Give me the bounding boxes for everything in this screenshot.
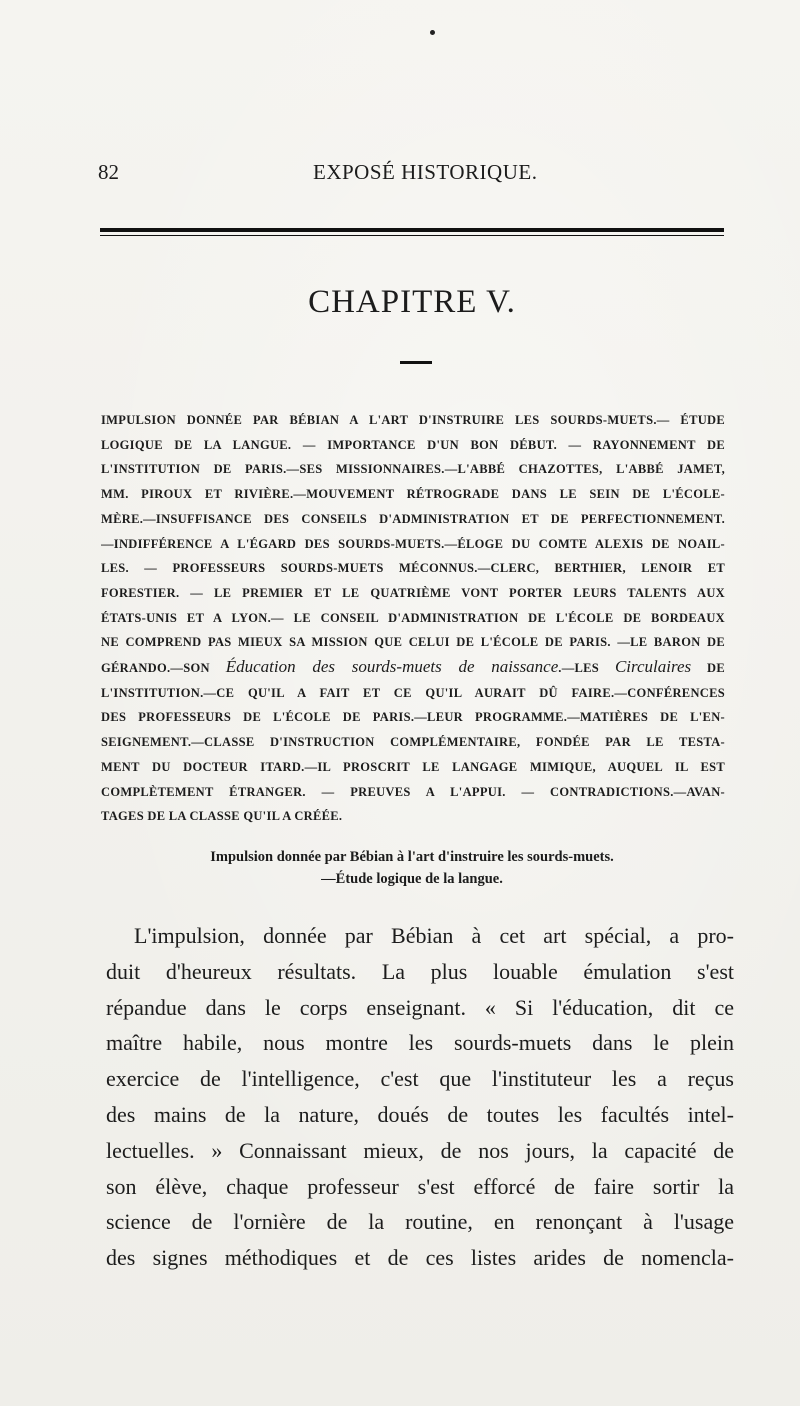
body-line: lectuelles. » Connaissant mieux, de nos jours, la capacité de: [106, 1137, 734, 1163]
page-header: [98, 160, 723, 190]
section-heading-line: —Étude logique de la langue.: [321, 871, 503, 887]
summary-fragment: .—LES: [558, 661, 615, 676]
body-paragraph: [106, 918, 734, 1276]
body-line: répandue dans le corps enseignant. « Si l'éducation, dit ce: [106, 994, 734, 1020]
body-line: maître habile, nous montre les sourds-muets dans le plein: [106, 1030, 734, 1056]
body-line: son élève, chaque professeur s'est efforcé de faire sortir la: [106, 1173, 734, 1199]
title-dash: [400, 361, 432, 364]
chapter-summary: [101, 408, 725, 829]
summary-fragment: DE: [691, 661, 725, 676]
chapter-title: CHAPITRE V.: [308, 284, 516, 320]
summary-line: L'INSTITUTION.—CE QU'IL A FAIT ET CE QU'IL AURAIT DÛ FAIRE.—CONFÉRENCES: [101, 685, 725, 700]
summary-line: MENT DU DOCTEUR ITARD.—IL PROSCRIT LE LANGAGE MIMIQUE, AUQUEL IL EST: [101, 759, 725, 774]
summary-line-mixed: [101, 655, 725, 681]
body-line: duit d'heureux résultats. La plus louable émulation s'est: [106, 958, 734, 984]
summary-line: MÈRE.—INSUFFISANCE DES CONSEILS D'ADMINISTRATION ET DE PERFECTIONNEMENT.: [101, 511, 725, 526]
ink-dot: [430, 30, 435, 35]
section-heading-line: Impulsion donnée par Bébian à l'art d'instruire les sourds-muets.: [210, 849, 614, 865]
header-rule-thick: [100, 228, 724, 232]
body-line: des signes méthodiques et de ces listes arides de nomencla-: [106, 1245, 734, 1271]
summary-line: L'INSTITUTION DE PARIS.—SES MISSIONNAIRES.—L'ABBÉ CHAZOTTES, L'ABBÉ JAMET,: [101, 462, 725, 477]
summary-line: FORESTIER. — LE PREMIER ET LE QUATRIÈME VONT PORTER LEURS TALENTS AUX: [101, 585, 725, 600]
summary-line: MM. PIROUX ET RIVIÈRE.—MOUVEMENT RÉTROGRADE DANS LE SEIN DE L'ÉCOLE-: [101, 487, 725, 502]
running-head: EXPOSÉ HISTORIQUE.: [313, 160, 538, 184]
circulaires-italic: Circulaires: [614, 657, 692, 677]
summary-line: LES. — PROFESSEURS SOURDS-MUETS MÉCONNUS.—CLERC, BERTHIER, LENOIR ET: [101, 561, 725, 576]
section-heading: [100, 846, 724, 890]
summary-line: COMPLÈTEMENT ÉTRANGER. — PREUVES A L'APPUI. — CONTRADICTIONS.—AVAN-: [101, 784, 725, 799]
body-line: des mains de la nature, doués de toutes les facultés intel-: [106, 1101, 734, 1127]
body-line: science de l'ornière de la routine, en renonçant à l'usage: [106, 1209, 734, 1235]
body-line: L'impulsion, donnée par Bébian à cet art spécial, a pro-: [134, 923, 734, 948]
summary-line: TAGES DE LA CLASSE QU'IL A CRÉÉE.: [101, 809, 343, 824]
summary-line: NE COMPREND PAS MIEUX SA MISSION QUE CELUI DE L'ÉCOLE DE PARIS. —LE BARON DE: [101, 635, 725, 650]
header-rule: [100, 228, 724, 238]
book-title-italic: Éducation des sourds-muets de naissance: [225, 657, 559, 677]
page-number: 82: [98, 160, 119, 184]
body-line: exercice de l'intelligence, c'est que l'instituteur les a reçus: [106, 1066, 734, 1092]
summary-fragment: GÉRANDO.—SON: [101, 661, 226, 676]
summary-line: —INDIFFÉRENCE A L'ÉGARD DES SOURDS-MUETS.—ÉLOGE DU COMTE ALEXIS DE NOAIL-: [101, 536, 725, 551]
summary-line: IMPULSION DONNÉE PAR BÉBIAN A L'ART D'INSTRUIRE LES SOURDS-MUETS.— ÉTUDE: [101, 413, 725, 427]
summary-line: SEIGNEMENT.—CLASSE D'INSTRUCTION COMPLÉMENTAIRE, FONDÉE PAR LE TESTA-: [101, 735, 725, 750]
header-rule-thin: [100, 235, 724, 236]
summary-line: DES PROFESSEURS DE L'ÉCOLE DE PARIS.—LEUR PROGRAMME.—MATIÈRES DE L'EN-: [101, 710, 725, 725]
summary-line: ÉTATS-UNIS ET A LYON.— LE CONSEIL D'ADMINISTRATION DE L'ÉCOLE DE BORDEAUX: [101, 610, 725, 625]
summary-line: LOGIQUE DE LA LANGUE. — IMPORTANCE D'UN BON DÉBUT. — RAYONNEMENT DE: [101, 437, 725, 452]
